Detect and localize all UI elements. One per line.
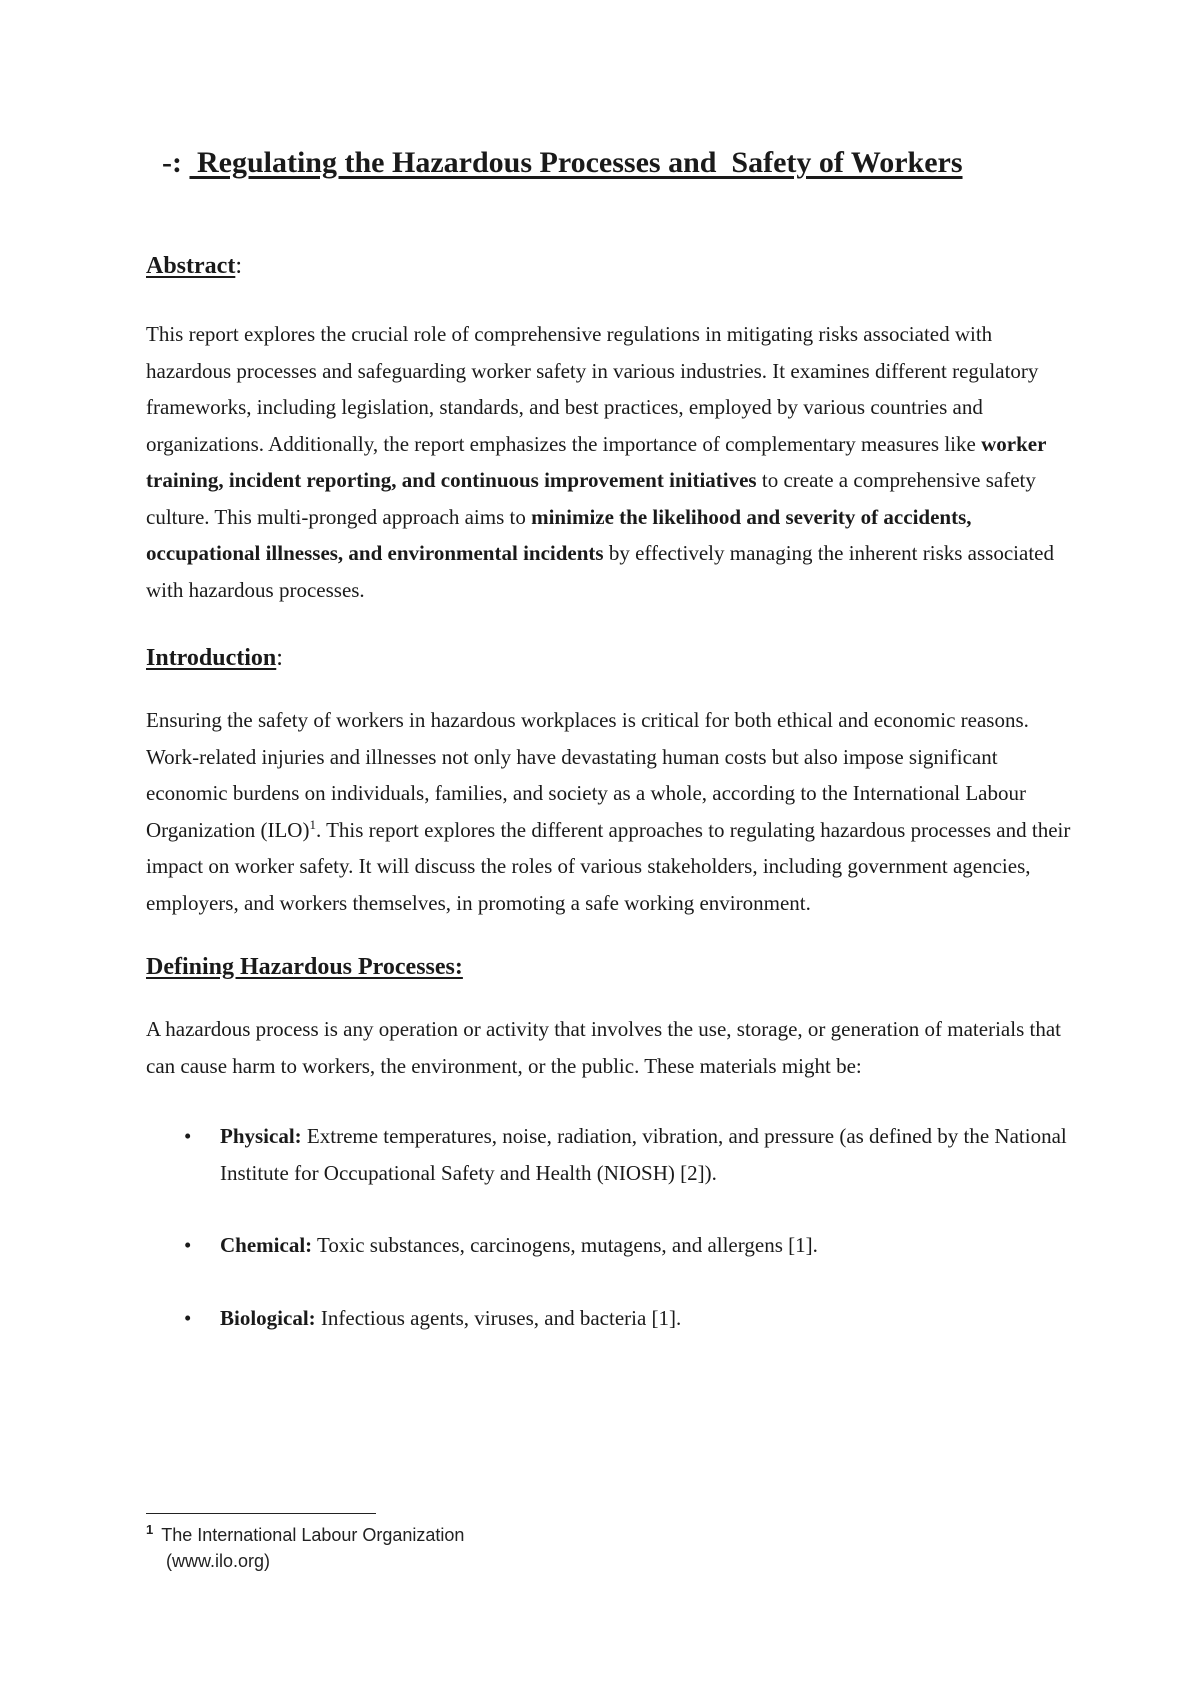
introduction-text-2: . This report explores the different approaches to regulating hazardous processes and their impact on worker safety. It will discuss the roles of various stakeholders, including government agencies, employers, and workers themselves, in promoting a safe working environment.: [146, 817, 1071, 915]
abstract-bold-2: minimize the likelihood and severity of accidents, occupational illnesses, and environmental incidents: [146, 504, 972, 565]
introduction-heading: [146, 640, 1076, 676]
list-item-label: Physical:: [220, 1124, 302, 1148]
introduction-heading-text: Introduction: [146, 645, 277, 671]
defining-paragraph: A hazardous process is any operation or activity that involves the use, storage, or generation of materials that can cause harm to workers, the environment, or the public. These materials might be:: [146, 1017, 1061, 1078]
footnote-divider: [146, 1513, 376, 1514]
footnote: [146, 1517, 464, 1574]
abstract-heading-colon: :: [235, 253, 242, 279]
hazard-type-list: [146, 1118, 1076, 1336]
footnote-reference[interactable]: 1: [309, 816, 316, 832]
list-item-text: Infectious agents, viruses, and bacteria [1].: [315, 1305, 682, 1330]
abstract-bold-1: worker training, incident reporting, and continuous improvement initiatives: [146, 431, 1047, 492]
list-item-text: Toxic substances, carcinogens, mutagens, and allergens [1].: [312, 1233, 818, 1257]
list-item: [146, 1227, 1076, 1264]
introduction-paragraph: [146, 702, 1076, 921]
defining-heading-text: Defining Hazardous Processes:: [146, 954, 463, 980]
abstract-heading: [146, 248, 1076, 284]
list-item: [146, 1118, 1076, 1191]
bullet-icon: •: [184, 1124, 192, 1148]
abstract-heading-text: Abstract: [146, 253, 236, 279]
document-body: [146, 248, 1076, 1372]
bullet-icon: •: [184, 1305, 192, 1330]
list-item: [146, 1300, 1076, 1337]
list-item-text: Extreme temperatures, noise, radiation, vibration, and pressure (as defined by the National Institute for Occupational Safety and Health (NIOSH) [2]).: [220, 1124, 1067, 1185]
list-item-label: Chemical:: [220, 1233, 313, 1257]
bullet-icon: •: [184, 1233, 192, 1257]
abstract-paragraph: [146, 316, 1076, 608]
title-text: Regulating the Hazardous Processes and Safety of Workers: [189, 146, 963, 179]
title-prefix: -:: [162, 146, 182, 179]
abstract-text-1: This report explores the crucial role of comprehensive regulations in mitigating risks associated with hazardous processes and safeguarding worker safety in various industries. It examines different regulatory frameworks, including legislation, standards, and best practices, employed by various countries and organizations. Additionally, the report emphasizes the importance of complementary measures like: [146, 322, 1039, 456]
defining-heading: [146, 949, 1076, 985]
introduction-heading-colon: :: [276, 645, 283, 671]
abstract-text-2: to create a comprehensive safety culture. This multi-pronged approach aims to: [146, 468, 1036, 529]
footnote-text: The International Labour Organization: [161, 1525, 465, 1545]
abstract-text-3: by effectively managing the inherent risks associated with hazardous processes.: [146, 541, 1054, 602]
list-item-label: Biological:: [220, 1305, 316, 1330]
introduction-text-1: Ensuring the safety of workers in hazardous workplaces is critical for both ethical and economic reasons. Work-related injuries and illnesses not only have devastating human costs but also impose significant economic burdens on individuals, families, and society as a whole, according to the International Labour Organization (ILO): [146, 708, 1029, 842]
document-title: [162, 146, 963, 180]
footnote-url[interactable]: (www.ilo.org): [166, 1551, 271, 1571]
footnote-number: 1: [146, 1522, 154, 1537]
